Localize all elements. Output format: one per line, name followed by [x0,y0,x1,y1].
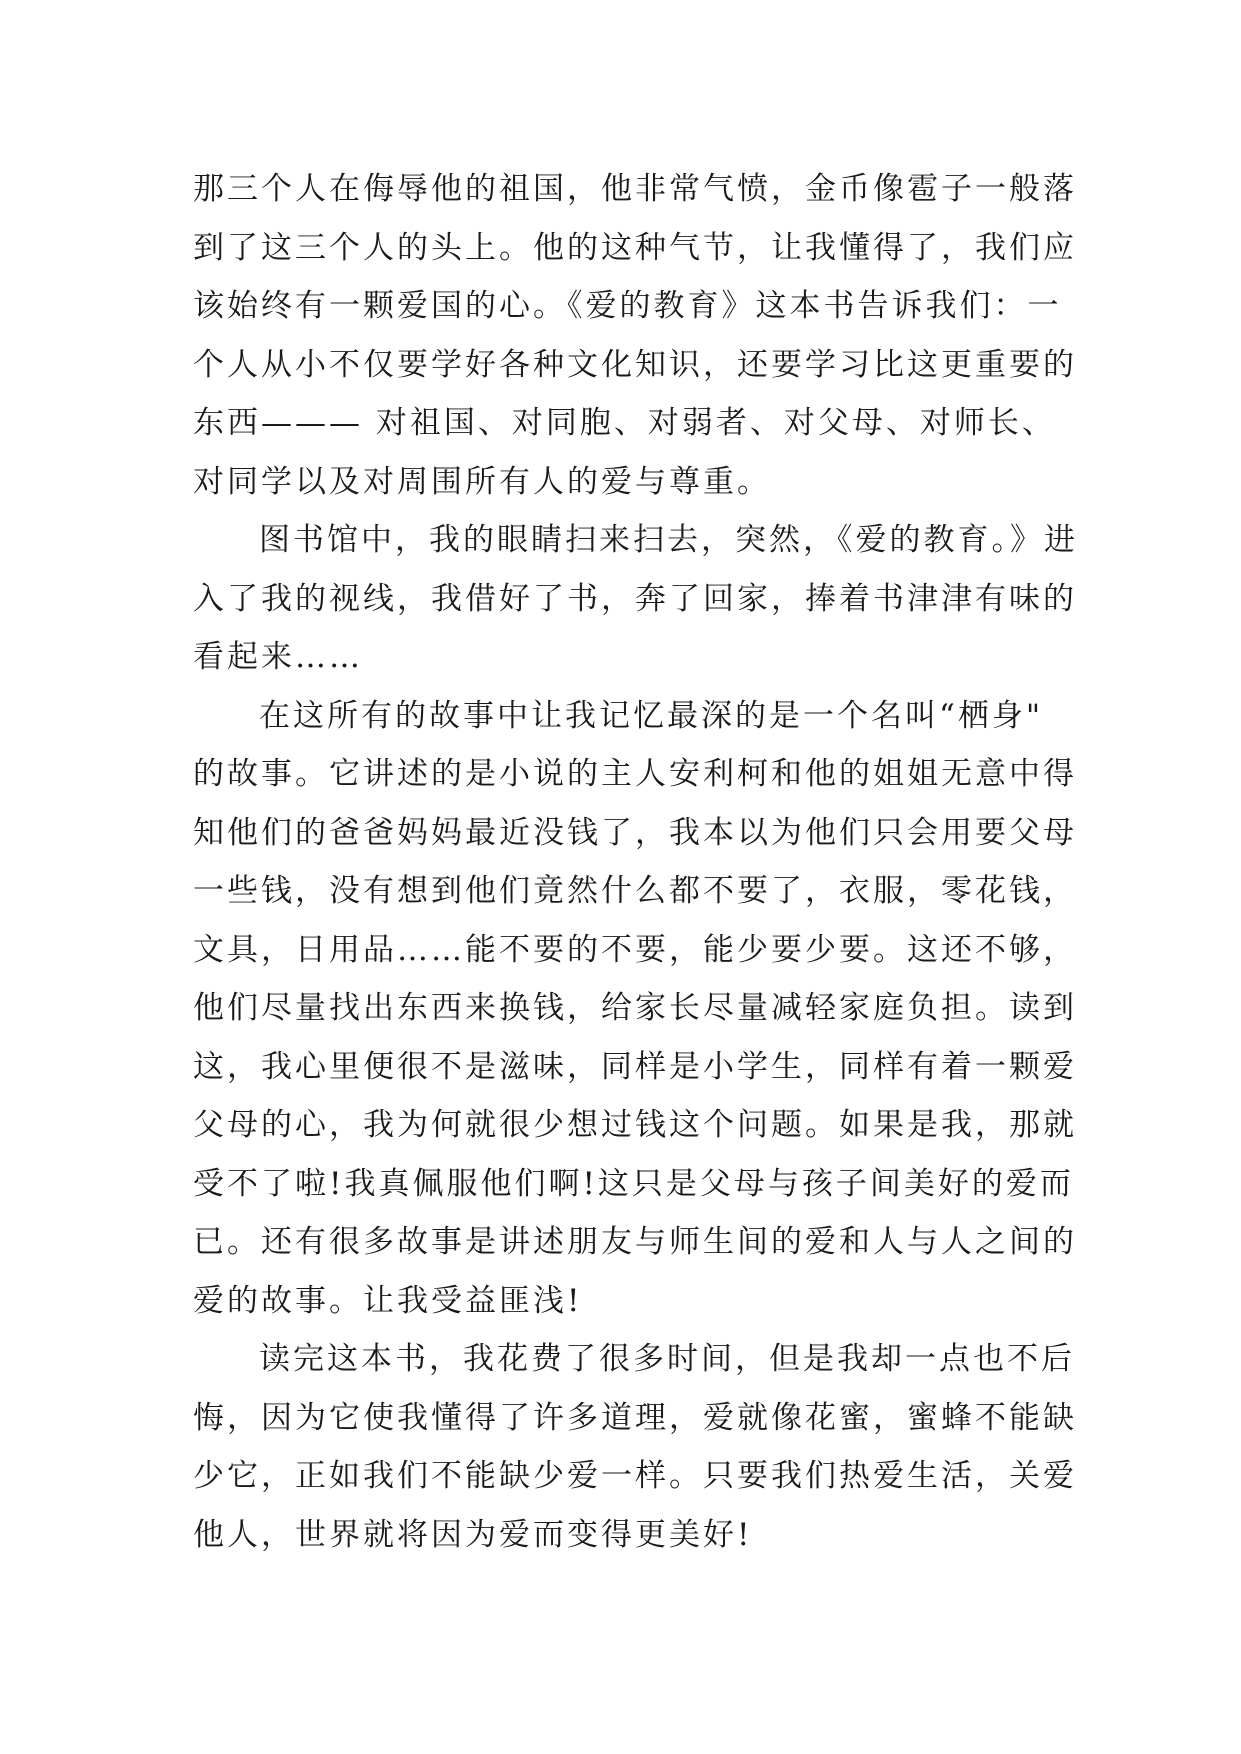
text-line: 一些钱，没有想到他们竟然什么都不要了，衣服，零花钱， [193,873,1077,909]
text-line: 入了我的视线，我借好了书，奔了回家，捧着书津津有味的 [193,580,1077,617]
text-line: 读完这本书，我花费了很多时间，但是我却一点也不后 [259,1341,1075,1377]
paragraph-3 [193,687,1077,1331]
text-line: 他们尽量找出东西来换钱，给家长尽量减轻家庭负担。读到 [193,990,1077,1026]
text-line: 图书馆中，我的眼睛扫来扫去，突然，《爱的教育。》进 [259,522,1078,558]
body-text [193,160,1078,1564]
text-line: 知他们的爸爸妈妈最近没钱了，我本以为他们只会用要父母 [193,814,1077,851]
text-line: 东西——— 对祖国、对同胞、对弱者、对父母、对师长、 [193,405,1056,441]
text-line: 已。还有很多故事是讲述朋友与师生间的爱和人与人之间的 [193,1224,1077,1260]
text-line: 该始终有一颗爱国的心。《爱的教育》这本书告诉我们：一 [193,288,1062,324]
text-line: 他人，世界就将因为爱而变得更美好! [193,1516,753,1553]
text-line: 的故事。它讲述的是小说的主人安利柯和他的姐姐无意中得 [193,756,1077,792]
text-line: 个人从小不仅要学好各种文化知识，还要学习比这更重要的 [193,346,1077,383]
text-line: 悔，因为它使我懂得了许多道理，爱就像花蜜，蜜蜂不能缺 [193,1399,1077,1436]
paragraph-1 [193,160,1077,511]
text-line: 到了这三个人的头上。他的这种气节，让我懂得了，我们应 [193,229,1077,266]
text-line: 受不了啦!我真佩服他们啊!这只是父母与孩子间美好的爱而 [193,1165,1074,1202]
paragraph-4 [193,1330,1077,1564]
text-line: 在这所有的故事中让我记忆最深的是一个名叫“栖身" [259,697,1044,734]
text-line: 爱的故事。让我受益匪浅! [193,1282,583,1319]
paragraph-2 [193,511,1078,687]
text-line: 父母的心，我为何就很少想过钱这个问题。如果是我，那就 [193,1107,1077,1143]
text-line: 那三个人在侮辱他的祖国，他非常气愤，金币像雹子一般落 [193,171,1077,207]
text-line: 看起来…… [193,639,363,675]
text-line: 这，我心里便很不是滋味，同样是小学生，同样有着一颗爱 [193,1048,1077,1085]
text-line: 少它，正如我们不能缺少爱一样。只要我们热爱生活，关爱 [193,1458,1077,1494]
text-line: 对同学以及对周围所有人的爱与尊重。 [193,463,771,500]
text-line: 文具，日用品……能不要的不要，能少要少要。这还不够， [193,931,1077,968]
